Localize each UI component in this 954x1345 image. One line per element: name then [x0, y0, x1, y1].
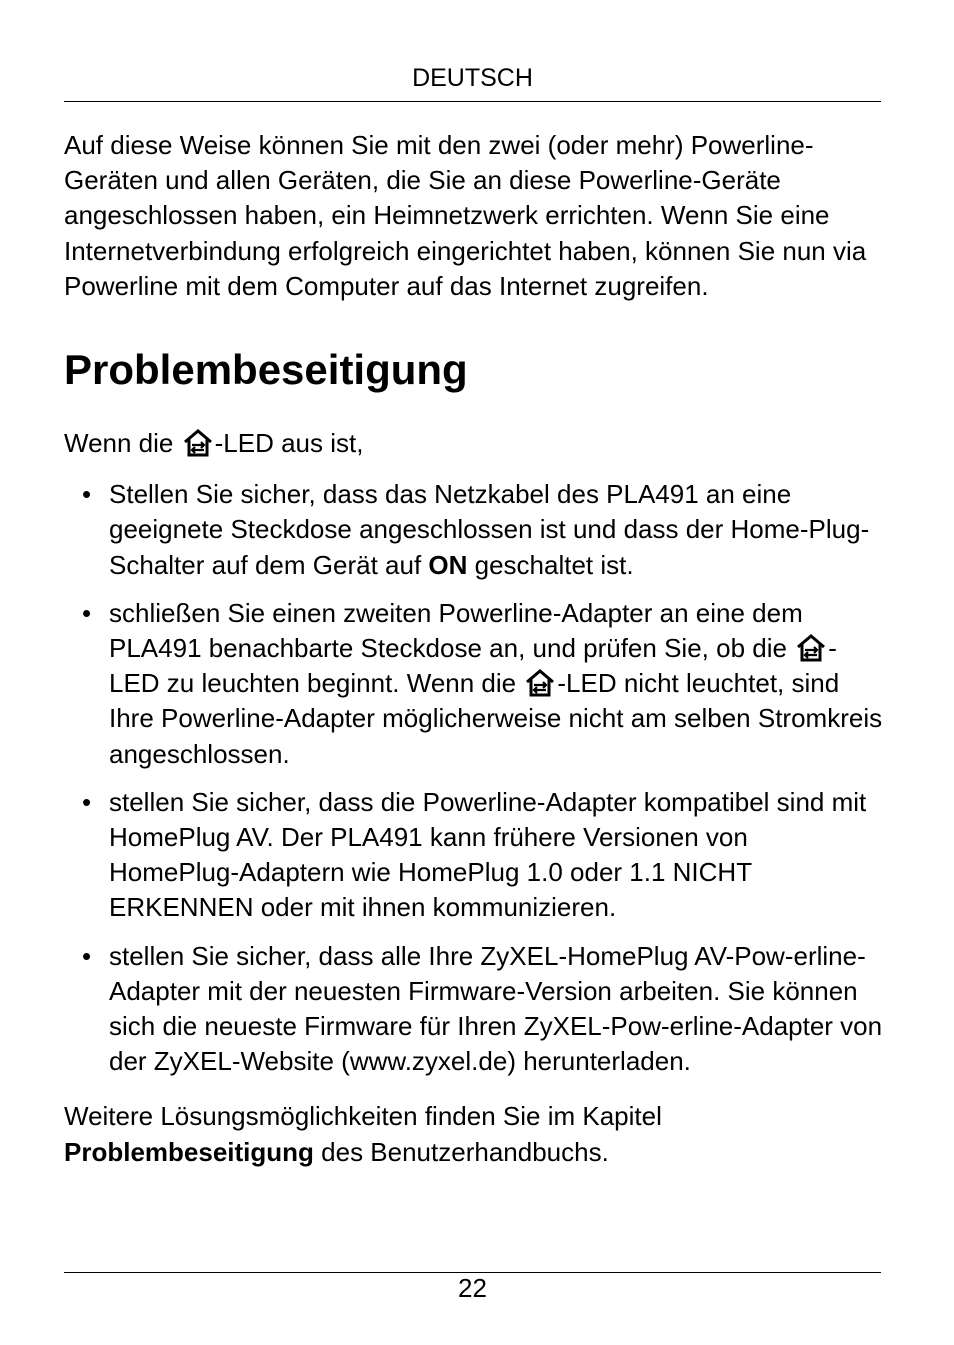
- list-item-text: stellen Sie sicher, dass die Powerline-Adapter kompatibel sind mit HomePlug AV. Der PLA491 kann frühere Versionen von HomePlug-Adaptern wie HomePlug 1.0 oder 1.1 NICHT ERKENNEN oder mit ihnen kommunizieren.: [109, 786, 867, 923]
- list-item-text: Stellen Sie sicher, dass das Netzkabel des PLA491 an eine geeignete Steckdose angeschlossen ist und dass der Home-Plug-Schalter auf dem Gerät auf: [109, 479, 870, 580]
- closing-chapter-ref: Problembeseitigung: [64, 1136, 314, 1167]
- list-item-text: -LED zu leuchten beginnt. Wenn die: [109, 633, 837, 699]
- list-item-text: stellen Sie sicher, dass alle Ihre ZyXEL-HomePlug AV-Pow-erline-Adapter mit der neuesten Firmware-Version arbeiten. Sie können sich die neueste Firmware für Ihren ZyXEL-Pow-erline-Adapter von der ZyXEL-Website (www.zyxel.de) herunterladen.: [109, 940, 883, 1077]
- led-condition-prefix: Wenn die: [64, 428, 174, 459]
- troubleshooting-list: [64, 477, 884, 1079]
- list-item-text: geschaltet ist.: [467, 549, 634, 580]
- list-item: [64, 939, 884, 1080]
- list-item-bold: ON: [428, 549, 468, 580]
- section-heading: Problembeseitigung: [64, 346, 468, 394]
- list-item: [64, 785, 884, 926]
- bullet-dot: •: [82, 479, 92, 510]
- bullet-dot: •: [82, 597, 92, 628]
- list-item: [64, 596, 884, 772]
- home-network-icon: [794, 633, 828, 663]
- led-condition-line: [64, 426, 884, 461]
- closing-paragraph: [64, 1099, 884, 1169]
- intro-paragraph: Auf diese Weise können Sie mit den zwei (oder mehr) Powerline-Geräten und allen Geräten, die Sie an diese Powerline-Geräte angeschlossen haben, ein Heimnetzwerk errichten. Wenn Sie eine Internetverbindung erfolgreich eingerichtet haben, können Sie nun via Powerline mit dem Computer auf das Internet zugreifen.: [64, 130, 867, 301]
- led-condition-suffix: -LED aus ist,: [214, 428, 364, 459]
- closing-text: Weitere Lösungsmöglichkeiten finden Sie im Kapitel: [64, 1101, 662, 1132]
- list-item-text: schließen Sie einen zweiten Powerline-Adapter an eine dem PLA491 benachbarte Steckdose an, und prüfen Sie, ob die: [109, 597, 803, 664]
- list-item-text: -LED nicht leuchtet, sind Ihre Powerline-Adapter möglicherweise nicht am selben Stromkreis angeschlossen.: [109, 668, 883, 769]
- page-body: [64, 128, 884, 1170]
- bullet-dot: •: [82, 940, 92, 971]
- header-divider: [64, 101, 881, 102]
- bullet-dot: •: [82, 786, 92, 817]
- home-network-icon: [181, 428, 215, 458]
- home-network-icon: [523, 668, 557, 698]
- page-number: 22: [458, 1273, 487, 1303]
- list-item: [64, 477, 884, 583]
- page-header-language: DEUTSCH: [412, 64, 533, 92]
- closing-text: des Benutzerhandbuchs.: [313, 1136, 609, 1167]
